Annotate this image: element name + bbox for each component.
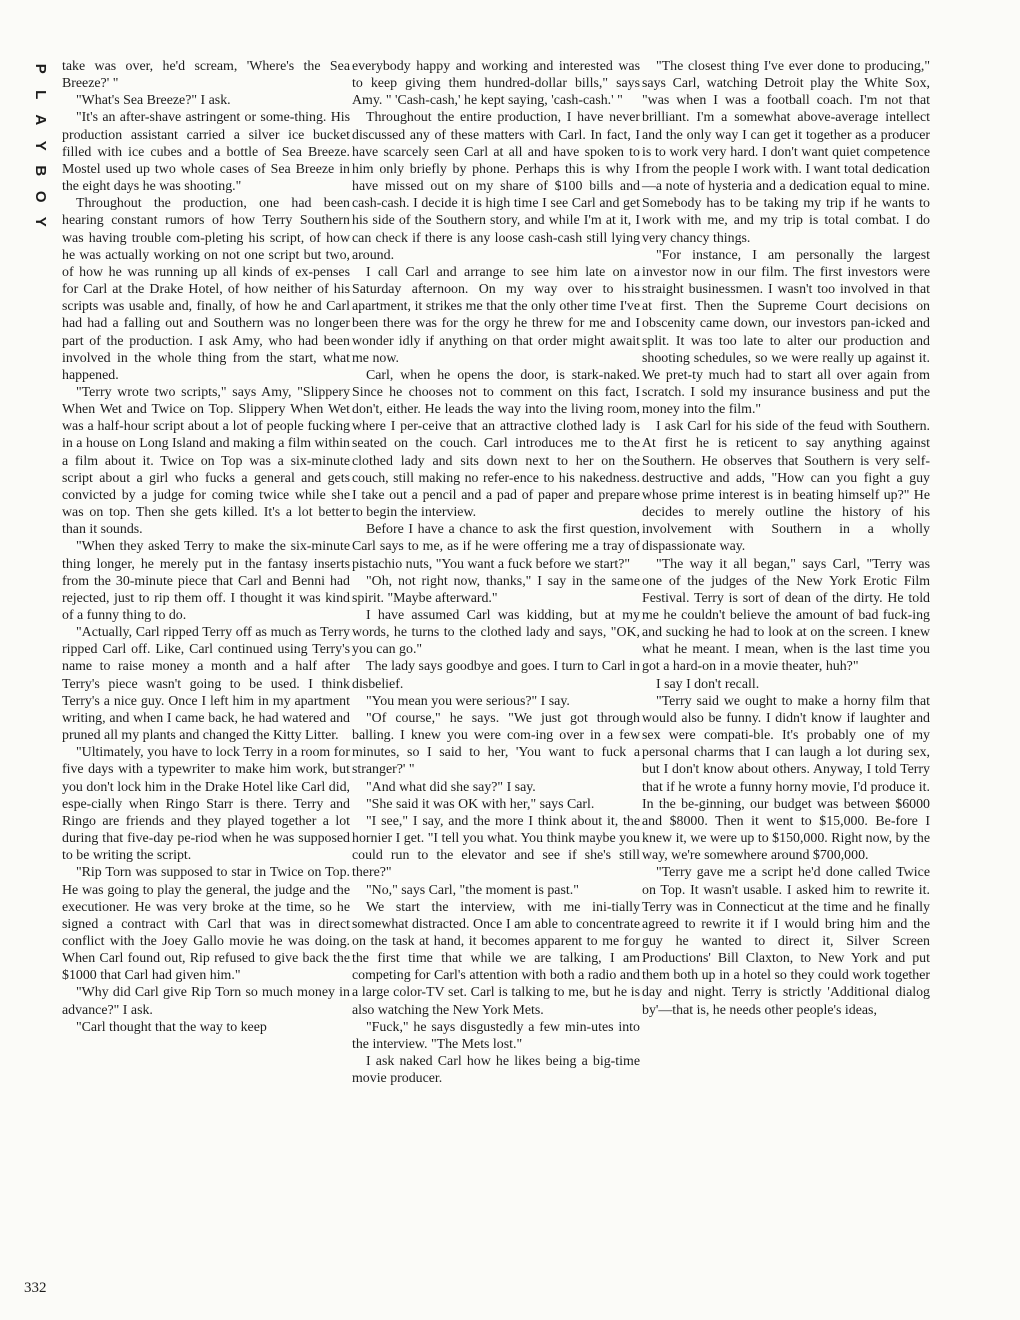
paragraph: "It's an after-shave astringent or some-thing. His production assistant carried a silver ice bucket filled with ice cubes and a bottle of Sea Breeze. Mostel used up two whole cases of Sea Breeze in the eight days he was shooting.": [62, 110, 350, 195]
paragraph: We start the interview, with me ini-tially somewhat distracted. Once I am able to concentrate on the task at hand, it becomes apparent to me for the first time that while we are talking, I am competing for Carl's attention with both a radio and a large color-TV set. Carl is talking to me, but he is also watching the New York Mets.: [352, 899, 640, 1018]
page-number: 332: [24, 1280, 47, 1296]
masthead-letter: Y: [31, 216, 49, 227]
masthead-letter: L: [31, 89, 49, 99]
paragraph: I ask Carl for his side of the feud with Southern. At first he is reticent to say anything against Southern. He observes that Southern is very self-destructive and adds, "How can you fight a guy whose prime interest is in beating himself up?" He decides to merely outline the history of his involvement with Southern in a wholly dispassionate way.: [642, 419, 930, 555]
paragraph: "Carl thought that the way to keep: [76, 1019, 267, 1035]
paragraph: everybody happy and working and interested was to keep giving them hundred-dollar bills," says Amy. " 'Cash-cash,' he kept saying, 'cash-cash.' ": [352, 59, 640, 109]
masthead-letter: Y: [31, 140, 49, 151]
paragraph: "Ultimately, you have to lock Terry in a room for five days with a typewriter to make him work, but you don't lock him in the Drake Hotel like Carl did, espe-cially when Ringo Starr is there. Terry and Ringo are friends and they played together a lot during that five-day pe-riod when he was supposed to be writing the script.: [62, 745, 350, 864]
masthead-letter: O: [31, 190, 49, 203]
text-column-2: [352, 58, 640, 1087]
paragraph: "What's Sea Breeze?" I ask.: [76, 93, 231, 109]
paragraph: "Why did Carl give Rip Torn so much money in advance?" I ask.: [62, 985, 350, 1018]
paragraph: "Fuck," he says disgustedly a few min-utes into the interview. "The Mets lost.": [352, 1019, 640, 1052]
paragraph: "For instance, I am personally the largest investor now in our film. The first investors were straight businessmen. I wasn't too involved in that at first. Then the Supreme Court decisions on obscenity came down, our investors pan-icked and split. It was too late to alter our production and shooting schedules, so we were really up against it. We pret-ty much had to start all over again from scratch. I sold my insurance business and put the money into the film.": [642, 247, 930, 418]
paragraph: Carl, when he opens the door, is stark-naked. Since he chooses not to comment on this fact, I don't, either. He leads the way into the living room, where I per-ceive that an attractive clothed lady is seated on the couch. Carl introduces me to the clothed lady and sits down next to her on the couch, still making no refer-ence to his nakedness. I take out a pencil and a pad of paper and prepare to begin the interview.: [352, 367, 640, 521]
paragraph: "I see," I say, and the more I think about it, the hornier I get. "I tell you what. You think maybe you could run to the elevator and see if she's still there?": [352, 813, 640, 881]
masthead: [27, 56, 53, 235]
paragraph: "Rip Torn was supposed to star in Twice on Top. He was going to play the general, the judge and the executioner. He was very broke at the time, so he signed a contract with Carl that was in direct conflict with the Joey Gallo movie he was doing. When Carl found out, Rip refused to give back the $1000 that Carl had given him.": [62, 865, 350, 984]
paragraph: Before I have a chance to ask the first question, Carl says to me, as if he were offering me a tray of pistachio nuts, "You want a fuck before we start?": [352, 522, 640, 572]
paragraph: "No," says Carl, "the moment is past.": [366, 882, 579, 898]
paragraph: I call Carl and arrange to see him late on a Saturday afternoon. On my way over to his apartment, it strikes me that the only other time I've been there was for the orgy he threw for me and I wonder idly if anything on that order might await me now.: [352, 264, 640, 366]
paragraph: Throughout the production, one had been hearing constant rumors of how Terry Southern was having trouble com-pleting his script, of how he was actually working on not one script but two, of how he was running up all kinds of ex-penses for Carl at the Drake Hotel, of how neither of his scripts was usable and, finally, of how he and Carl had had a falling out and Southern was no longer part of the production. I ask Amy, who had been involved in the whole thing from the start, what happened.: [62, 196, 350, 383]
paragraph: "And what did she say?" I say.: [366, 779, 536, 795]
paragraph: "Actually, Carl ripped Terry off as much as Terry ripped Carl off. Like, Carl continued using Terry's name to raise money a month and a half after Terry's piece wasn't going to be used. I think Terry's a nice guy. Once I left him in my apartment writing, and when I came back, he had watered and pruned all my plants and changed the Kitty Litter.: [62, 625, 350, 744]
text-column-3: [642, 58, 930, 1019]
paragraph: "Terry wrote two scripts," says Amy, "Slippery When Wet and Twice on Top. Slippery When Wet was a half-hour script about a lot of people fucking in a house on Long Island and making a film within a film about it. Twice on Top was a six-minute script about a girl who fucks a general and gets convicted by a judge for coming twice while she was on top. Then she gets killed. It's a lot better than it sounds.: [62, 384, 350, 538]
paragraph: "Of course," he says. "We just got through balling. I knew you were com-ing over in a few minutes, so I said to her, 'You want to fuck a stranger?' ": [352, 710, 640, 778]
paragraph: I ask naked Carl how he likes being a big-time movie producer.: [352, 1054, 640, 1087]
paragraph: "You mean you were serious?" I say.: [366, 693, 570, 709]
masthead-letter: P: [31, 63, 49, 74]
paragraph: I have assumed Carl was kidding, but at my words, he turns to the clothed lady and says, "OK, you can go.": [352, 608, 640, 658]
paragraph: "The closest thing I've ever done to producing," says Carl, watching Detroit play the White Sox, "was when I was a football coach. I'm not that brilliant. I'm a somewhat above-average intellect and the only way I can get it together as a producer is to work very hard. I don't want quiet competence from the people I work with. I want total dedication—a note of hysteria and a dedication equal to mine. Somebody has to be taking my trip if he wants to work with me, and my trip is total combat. I do very chancy things.: [642, 59, 930, 246]
paragraph: "She said it was OK with her," says Carl.: [366, 796, 595, 812]
paragraph: "When they asked Terry to make the six-minute thing longer, he merely put in the fantasy inserts from the 30-minute piece that Carl and Benni had rejected, just to rip them off. I thought it was kind of a funny thing to do.: [62, 539, 350, 623]
paragraph: "Oh, not right now, thanks," I say in the same spirit. "Maybe afterward.": [352, 573, 640, 606]
paragraph: "The way it all began," says Carl, "Terry was one of the judges of the New York Erotic Film Festival. Terry is sort of dean of the dirty. He told me he couldn't believe the amount of bad fuck-ing and sucking he had to look at on the screen. I knew what he meant. I mean, when is the last time you got a hard-on in a movie theater, huh?": [642, 556, 930, 675]
masthead-letter: B: [31, 165, 49, 177]
paragraph: "Terry said we ought to make a horny film that would also be funny. I didn't know if laughter and sex were compati-ble. It's probably one of my personal charms that I can laugh a lot during sex, but I don't know about others. Anyway, I told Terry that if he wrote a funny horny movie, I'd produce it. In the be-ginning, our budget was between $6000 and $8000. Then it went to $15,000. Be-fore I knew it, we were up to $150,000. Right now, by the way, we're somewhere around $700,000.: [642, 693, 930, 864]
paragraph: Throughout the entire production, I have never discussed any of these matters with Carl. In fact, I have scarcely seen Carl at all and have spoken to him only briefly by phone. Perhaps this is why I have missed out on my share of $100 bills and cash-cash. I decide it is high time I see Carl and get his side of the Southern story, and while I'm at it, I can check if there is any loose cash-cash still lying around.: [352, 110, 640, 263]
paragraph: I say I don't recall.: [656, 676, 760, 692]
text-column-1: [62, 58, 350, 1036]
masthead-letter: A: [31, 114, 49, 126]
paragraph: "Terry gave me a script he'd done called Twice on Top. It wasn't usable. I asked him to rewrite it. Terry was in Connecticut at the time and he finally agreed to rewrite it if I would bring him and the guy he wanted to direct it, Silver Screen Productions' Bill Claxton, to New York and put them both up in a hotel so they could work together day and night. Terry is strictly 'Additional dialog by'—that is, he needs other people's ideas,: [642, 865, 930, 1018]
paragraph: The lady says goodbye and goes. I turn to Carl in disbelief.: [352, 659, 640, 692]
paragraph: take was over, he'd scream, 'Where's the Sea Breeze?' ": [62, 59, 350, 92]
